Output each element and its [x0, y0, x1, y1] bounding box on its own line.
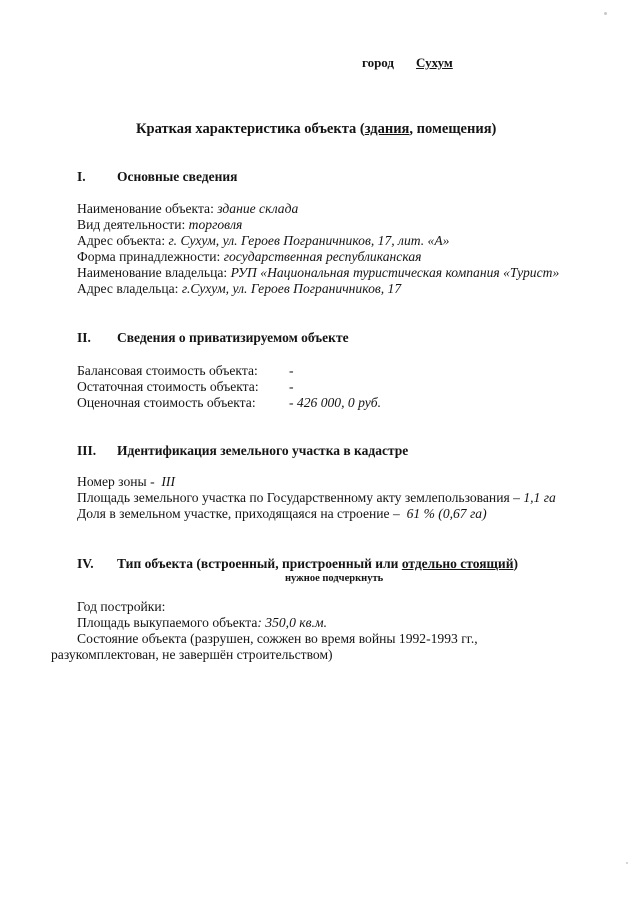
section3-number: III.: [77, 443, 97, 458]
year-label: Год постройки:: [77, 599, 166, 614]
info-row: [77, 217, 242, 233]
section4-title: [117, 556, 518, 572]
share-row: [77, 506, 487, 522]
share-value: 61 % (0,67 га): [406, 506, 487, 521]
section3-title: Идентификация земельного участка в кадастре: [117, 443, 409, 458]
object-area-row: [77, 615, 327, 631]
section4-title-underlined: отдельно стоящий: [401, 556, 514, 571]
info-row: [77, 281, 401, 297]
object-area-label: Площадь выкупаемого объекта: [77, 615, 258, 630]
section2-title: Сведения о приватизируемом объекте: [117, 330, 349, 345]
note-text: нужное подчеркнуть: [285, 573, 384, 584]
title-suffix: , помещения): [409, 121, 497, 137]
section4-title-prefix: Тип объекта (встроенный, пристроенный или: [117, 556, 402, 571]
row-value: здание склада: [213, 201, 299, 216]
row-label: Наименование объекта:: [77, 201, 214, 216]
row-value: г.Сухум, ул. Героев Пограничников, 17: [178, 281, 402, 296]
area-value: 1,1 га: [523, 490, 556, 505]
area-row: [77, 490, 556, 506]
section4-number: IV.: [77, 556, 94, 571]
condition-line-2: разукомплектован, не завершён строительством): [51, 647, 333, 662]
section2-number: II.: [77, 330, 91, 345]
scan-speck: [626, 862, 628, 864]
row-label: Наименование владельца:: [77, 265, 228, 280]
row-label: Форма принадлежности:: [77, 249, 221, 264]
info-row: [77, 201, 298, 217]
row-value: торговля: [185, 217, 243, 232]
cost-label: Балансовая стоимость объекта:: [77, 363, 258, 378]
object-area-value: : 350,0 кв.м.: [257, 615, 328, 630]
row-value: РУП «Национальная туристическая компания «Турист»: [227, 265, 560, 280]
title-prefix: Краткая характеристика объекта (: [136, 121, 365, 137]
row-value: государственная республиканская: [220, 249, 422, 264]
section4-title-suffix: ): [513, 556, 518, 571]
document-title: [136, 121, 496, 138]
zone-value: III: [161, 474, 175, 489]
title-underlined: здания: [364, 121, 410, 137]
row-label: Вид деятельности:: [77, 217, 186, 232]
scan-speck: [604, 12, 607, 15]
info-row: [77, 249, 421, 265]
cost-value: -: [289, 363, 294, 378]
zone-row: [77, 474, 175, 490]
cost-value: -: [289, 379, 294, 394]
area-label: Площадь земельного участка по Государственному акту землепользования –: [77, 490, 520, 505]
zone-label: Номер зоны -: [77, 474, 155, 489]
section1-title: Основные сведения: [117, 169, 238, 184]
row-value: г. Сухум, ул. Героев Пограничников, 17, лит. «А»: [165, 233, 450, 248]
cost-value: - 426 000, 0 руб.: [289, 395, 381, 410]
condition-line-1: Состояние объекта (разрушен, сожжен во время войны 1992-1993 гг.,: [77, 631, 478, 646]
city-label: город: [362, 55, 395, 70]
row-label: Адрес владельца:: [77, 281, 179, 296]
info-row: [77, 233, 449, 249]
section1-number: I.: [77, 169, 86, 184]
cost-label: Остаточная стоимость объекта:: [77, 379, 259, 394]
share-label: Доля в земельном участке, приходящаяся на строение –: [77, 506, 400, 521]
row-label: Адрес объекта:: [77, 233, 166, 248]
city-line: [362, 55, 453, 71]
city-value: Сухум: [416, 55, 453, 70]
info-row: [77, 265, 559, 281]
cost-label: Оценочная стоимость объекта:: [77, 395, 256, 410]
